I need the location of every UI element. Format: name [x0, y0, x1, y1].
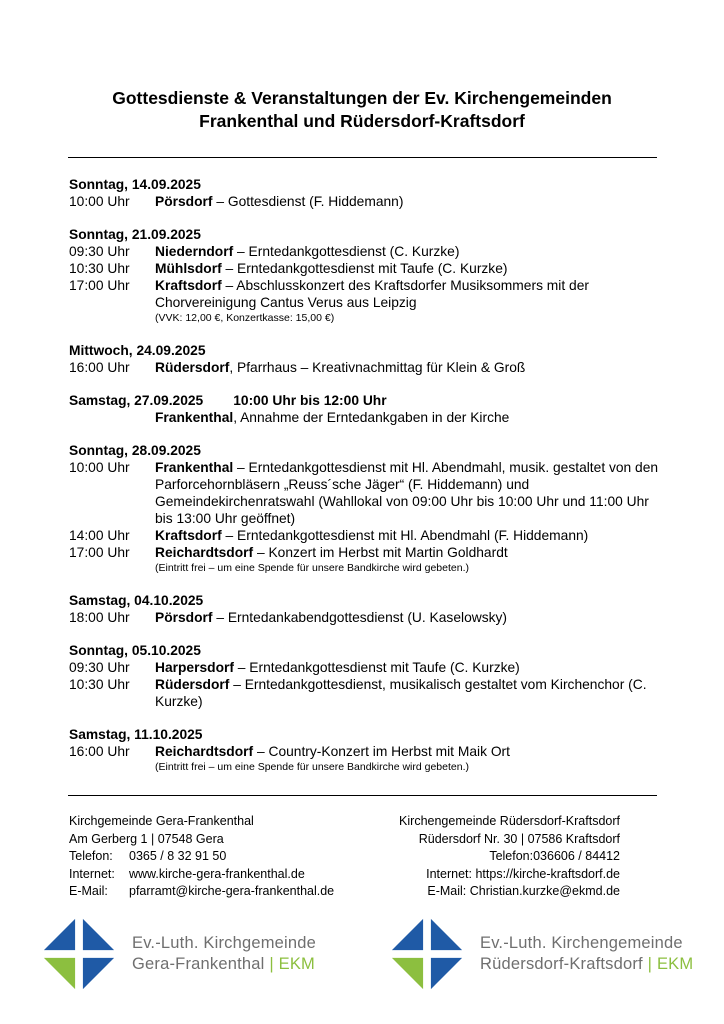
footer-name: Kirchgemeinde Gera-Frankenthal	[69, 814, 254, 828]
event-place: Kraftsdorf	[155, 528, 222, 543]
event-day	[69, 342, 659, 376]
day-time-range: 10:00 Uhr bis 12:00 Uhr	[233, 393, 387, 408]
event-entry	[69, 359, 659, 376]
event-place: Reichardtsdorf	[155, 545, 254, 560]
event-day	[69, 176, 659, 210]
logo-parish: Gera-Frankenthal	[132, 955, 265, 973]
event-time: 14:00 Uhr	[69, 528, 130, 543]
title-line-1: Gottesdienste & Veranstaltungen der Ev. Kirchengemeinden	[112, 88, 612, 108]
logo-text	[480, 933, 693, 975]
day-heading	[69, 726, 659, 743]
footer-phone: 036606 / 84412	[533, 849, 620, 864]
event-entry	[69, 459, 659, 527]
events-list	[69, 176, 659, 791]
bottom-divider	[68, 795, 657, 796]
footer-address: Rüdersdorf Nr. 30 | 07586 Kraftsdorf	[418, 831, 620, 846]
event-time: 09:30 Uhr	[69, 244, 130, 259]
page-title	[0, 87, 724, 133]
event-place: Mühlsdorf	[155, 261, 222, 276]
event-note: (VVK: 12,00 €, Konzertkasse: 15,00 €)	[155, 312, 335, 324]
day-heading	[69, 592, 659, 609]
event-entry	[69, 193, 659, 210]
event-text: – Abschlusskonzert des Kraftsdorfer Musiksommers mit der Chorvereinigung Cantus Verus aus Leipzig	[155, 278, 589, 310]
day-date: Samstag, 04.10.2025	[69, 593, 204, 608]
event-time	[69, 409, 155, 426]
day-heading	[69, 392, 659, 409]
footer-mail-label: E-Mail:	[69, 884, 108, 899]
event-entry	[69, 527, 659, 544]
day-heading	[69, 176, 659, 193]
day-heading	[69, 342, 659, 359]
event-place: Harpersdorf	[155, 660, 234, 675]
footer-address: Am Gerberg 1 | 07548 Gera	[69, 831, 224, 846]
event-entry	[69, 544, 659, 576]
event-time: 10:30 Uhr	[69, 261, 130, 276]
event-day	[69, 442, 659, 576]
event-entry	[69, 409, 659, 426]
day-date: Sonntag, 14.09.2025	[69, 177, 201, 192]
event-time: 16:00 Uhr	[69, 744, 130, 759]
event-text: – Erntedankabendgottesdienst (U. Kaselowsky)	[212, 610, 507, 625]
event-place: Frankenthal	[155, 410, 234, 425]
logo-frankenthal	[40, 915, 316, 993]
footer-web-link[interactable]: https://kirche-kraftsdorf.de	[475, 866, 620, 881]
event-description	[155, 609, 659, 626]
event-text: – Erntedankgottesdienst, musikalisch gestaltet vom Kirchenchor (C. Kurzke)	[155, 677, 647, 709]
event-time: 16:00 Uhr	[69, 360, 130, 375]
event-day	[69, 226, 659, 326]
top-divider	[68, 157, 657, 158]
event-day	[69, 726, 659, 775]
event-description	[155, 277, 659, 326]
event-text: – Country-Konzert im Herbst mit Maik Ort	[253, 744, 510, 759]
footer-phone-label: Telefon:	[489, 849, 534, 864]
day-heading	[69, 226, 659, 243]
day-date: Sonntag, 28.09.2025	[69, 443, 201, 458]
title-line-2: Frankenthal und Rüdersdorf-Kraftsdorf	[199, 111, 525, 131]
event-time: 09:30 Uhr	[69, 660, 130, 675]
event-text: – Erntedankgottesdienst (C. Kurzke)	[233, 244, 460, 259]
event-description	[155, 359, 659, 376]
event-description	[155, 409, 659, 426]
logo-ekm: EKM	[278, 955, 315, 973]
event-text: – Erntedankgottesdienst mit Taufe (C. Kurzke)	[221, 261, 508, 276]
event-day	[69, 392, 659, 426]
logo-line-1: Ev.-Luth. Kirchengemeinde	[480, 934, 683, 952]
day-date: Samstag, 27.09.2025	[69, 393, 204, 408]
event-description	[155, 743, 659, 775]
ekm-cross-icon	[388, 915, 466, 993]
event-text: – Erntedankgottesdienst mit Hl. Abendmahl, musik. gestaltet von den Parforcehornbläsern „Reuss´sche Jäger“ (F. Hiddemann) und Gemeindekirchenratswahl (Wahllokal von 09:00 Uhr bis 10:00 Uhr und 11:00 Uhr bis 13:00 Uhr geöffnet)	[155, 460, 659, 526]
event-description	[155, 260, 659, 277]
event-text: – Gottesdienst (F. Hiddemann)	[212, 194, 404, 209]
logo-text	[132, 933, 316, 975]
event-place: Rüdersdorf	[155, 677, 230, 692]
event-description	[155, 243, 659, 260]
footer-mail-row	[300, 883, 620, 901]
event-time: 10:30 Uhr	[69, 677, 130, 692]
logo-line-1: Ev.-Luth. Kirchgemeinde	[132, 934, 317, 952]
footer-web-row	[300, 866, 620, 884]
event-text: , Pfarrhaus – Kreativnachmittag für Klein & Groß	[229, 360, 526, 375]
event-description	[155, 676, 659, 710]
event-day	[69, 642, 659, 710]
event-entry	[69, 609, 659, 626]
footer-web-link[interactable]: www.kirche-gera-frankenthal.de	[129, 866, 305, 881]
day-heading	[69, 442, 659, 459]
event-description	[155, 527, 659, 544]
event-description	[155, 193, 659, 210]
footer-contact-ruedersdorf	[300, 813, 620, 901]
event-description	[155, 459, 659, 527]
event-place: Reichardtsdorf	[155, 744, 254, 759]
day-heading	[69, 642, 659, 659]
event-time: 17:00 Uhr	[69, 278, 130, 293]
event-description	[155, 544, 659, 576]
event-time: 10:00 Uhr	[69, 194, 130, 209]
logo-ekm: EKM	[656, 955, 694, 973]
event-note: (Eintritt frei – um eine Spende für unsere Bandkirche wird gebeten.)	[155, 761, 470, 773]
day-date: Sonntag, 05.10.2025	[69, 643, 201, 658]
footer-phone-label: Telefon:	[69, 849, 113, 864]
footer-mail-link[interactable]: Christian.kurzke@ekmd.de	[469, 884, 620, 899]
event-entry	[69, 676, 659, 710]
event-entry	[69, 277, 659, 326]
event-entry	[69, 743, 659, 775]
event-text: – Erntedankgottesdienst mit Hl. Abendmahl (F. Hiddemann)	[221, 528, 589, 543]
event-text: – Konzert im Herbst mit Martin Goldhardt	[253, 545, 508, 560]
day-date: Samstag, 11.10.2025	[69, 727, 203, 742]
event-place: Pörsdorf	[155, 194, 213, 209]
footer-web-label: Internet:	[69, 866, 115, 881]
footer-web-label: Internet:	[426, 866, 472, 881]
event-entry	[69, 260, 659, 277]
event-place: Niederndorf	[155, 244, 234, 259]
event-entry	[69, 659, 659, 676]
logo-separator: |	[269, 955, 274, 973]
footer-phone: 0365 / 8 32 91 50	[129, 849, 227, 864]
event-time: 17:00 Uhr	[69, 545, 130, 560]
logo-parish: Rüdersdorf-Kraftsdorf	[480, 955, 643, 973]
event-text: , Annahme der Erntedankgaben in der Kirche	[233, 410, 510, 425]
event-description	[155, 659, 659, 676]
event-text: – Erntedankgottesdienst mit Taufe (C. Kurzke)	[233, 660, 520, 675]
ekm-cross-icon	[40, 915, 118, 993]
logo-line-2	[480, 954, 693, 975]
footer-mail-link[interactable]: pfarramt@kirche-gera-frankenthal.de	[129, 884, 335, 899]
day-date: Mittwoch, 24.09.2025	[69, 343, 206, 358]
logo-line-2	[132, 954, 316, 975]
day-date: Sonntag, 21.09.2025	[69, 227, 201, 242]
footer-mail-label: E-Mail:	[427, 884, 467, 899]
event-place: Frankenthal	[155, 460, 234, 475]
event-day	[69, 592, 659, 626]
event-place: Kraftsdorf	[155, 278, 222, 293]
event-time: 10:00 Uhr	[69, 460, 130, 475]
event-entry	[69, 243, 659, 260]
logo-ruedersdorf	[388, 915, 693, 993]
footer-phone-row	[300, 848, 620, 866]
event-place: Pörsdorf	[155, 610, 213, 625]
event-place: Rüdersdorf	[155, 360, 230, 375]
event-note: (Eintritt frei – um eine Spende für unsere Bandkirche wird gebeten.)	[155, 562, 470, 574]
logo-separator: |	[647, 955, 653, 973]
footer-name: Kirchengemeinde Rüdersdorf-Kraftsdorf	[399, 814, 620, 828]
event-time: 18:00 Uhr	[69, 610, 130, 625]
